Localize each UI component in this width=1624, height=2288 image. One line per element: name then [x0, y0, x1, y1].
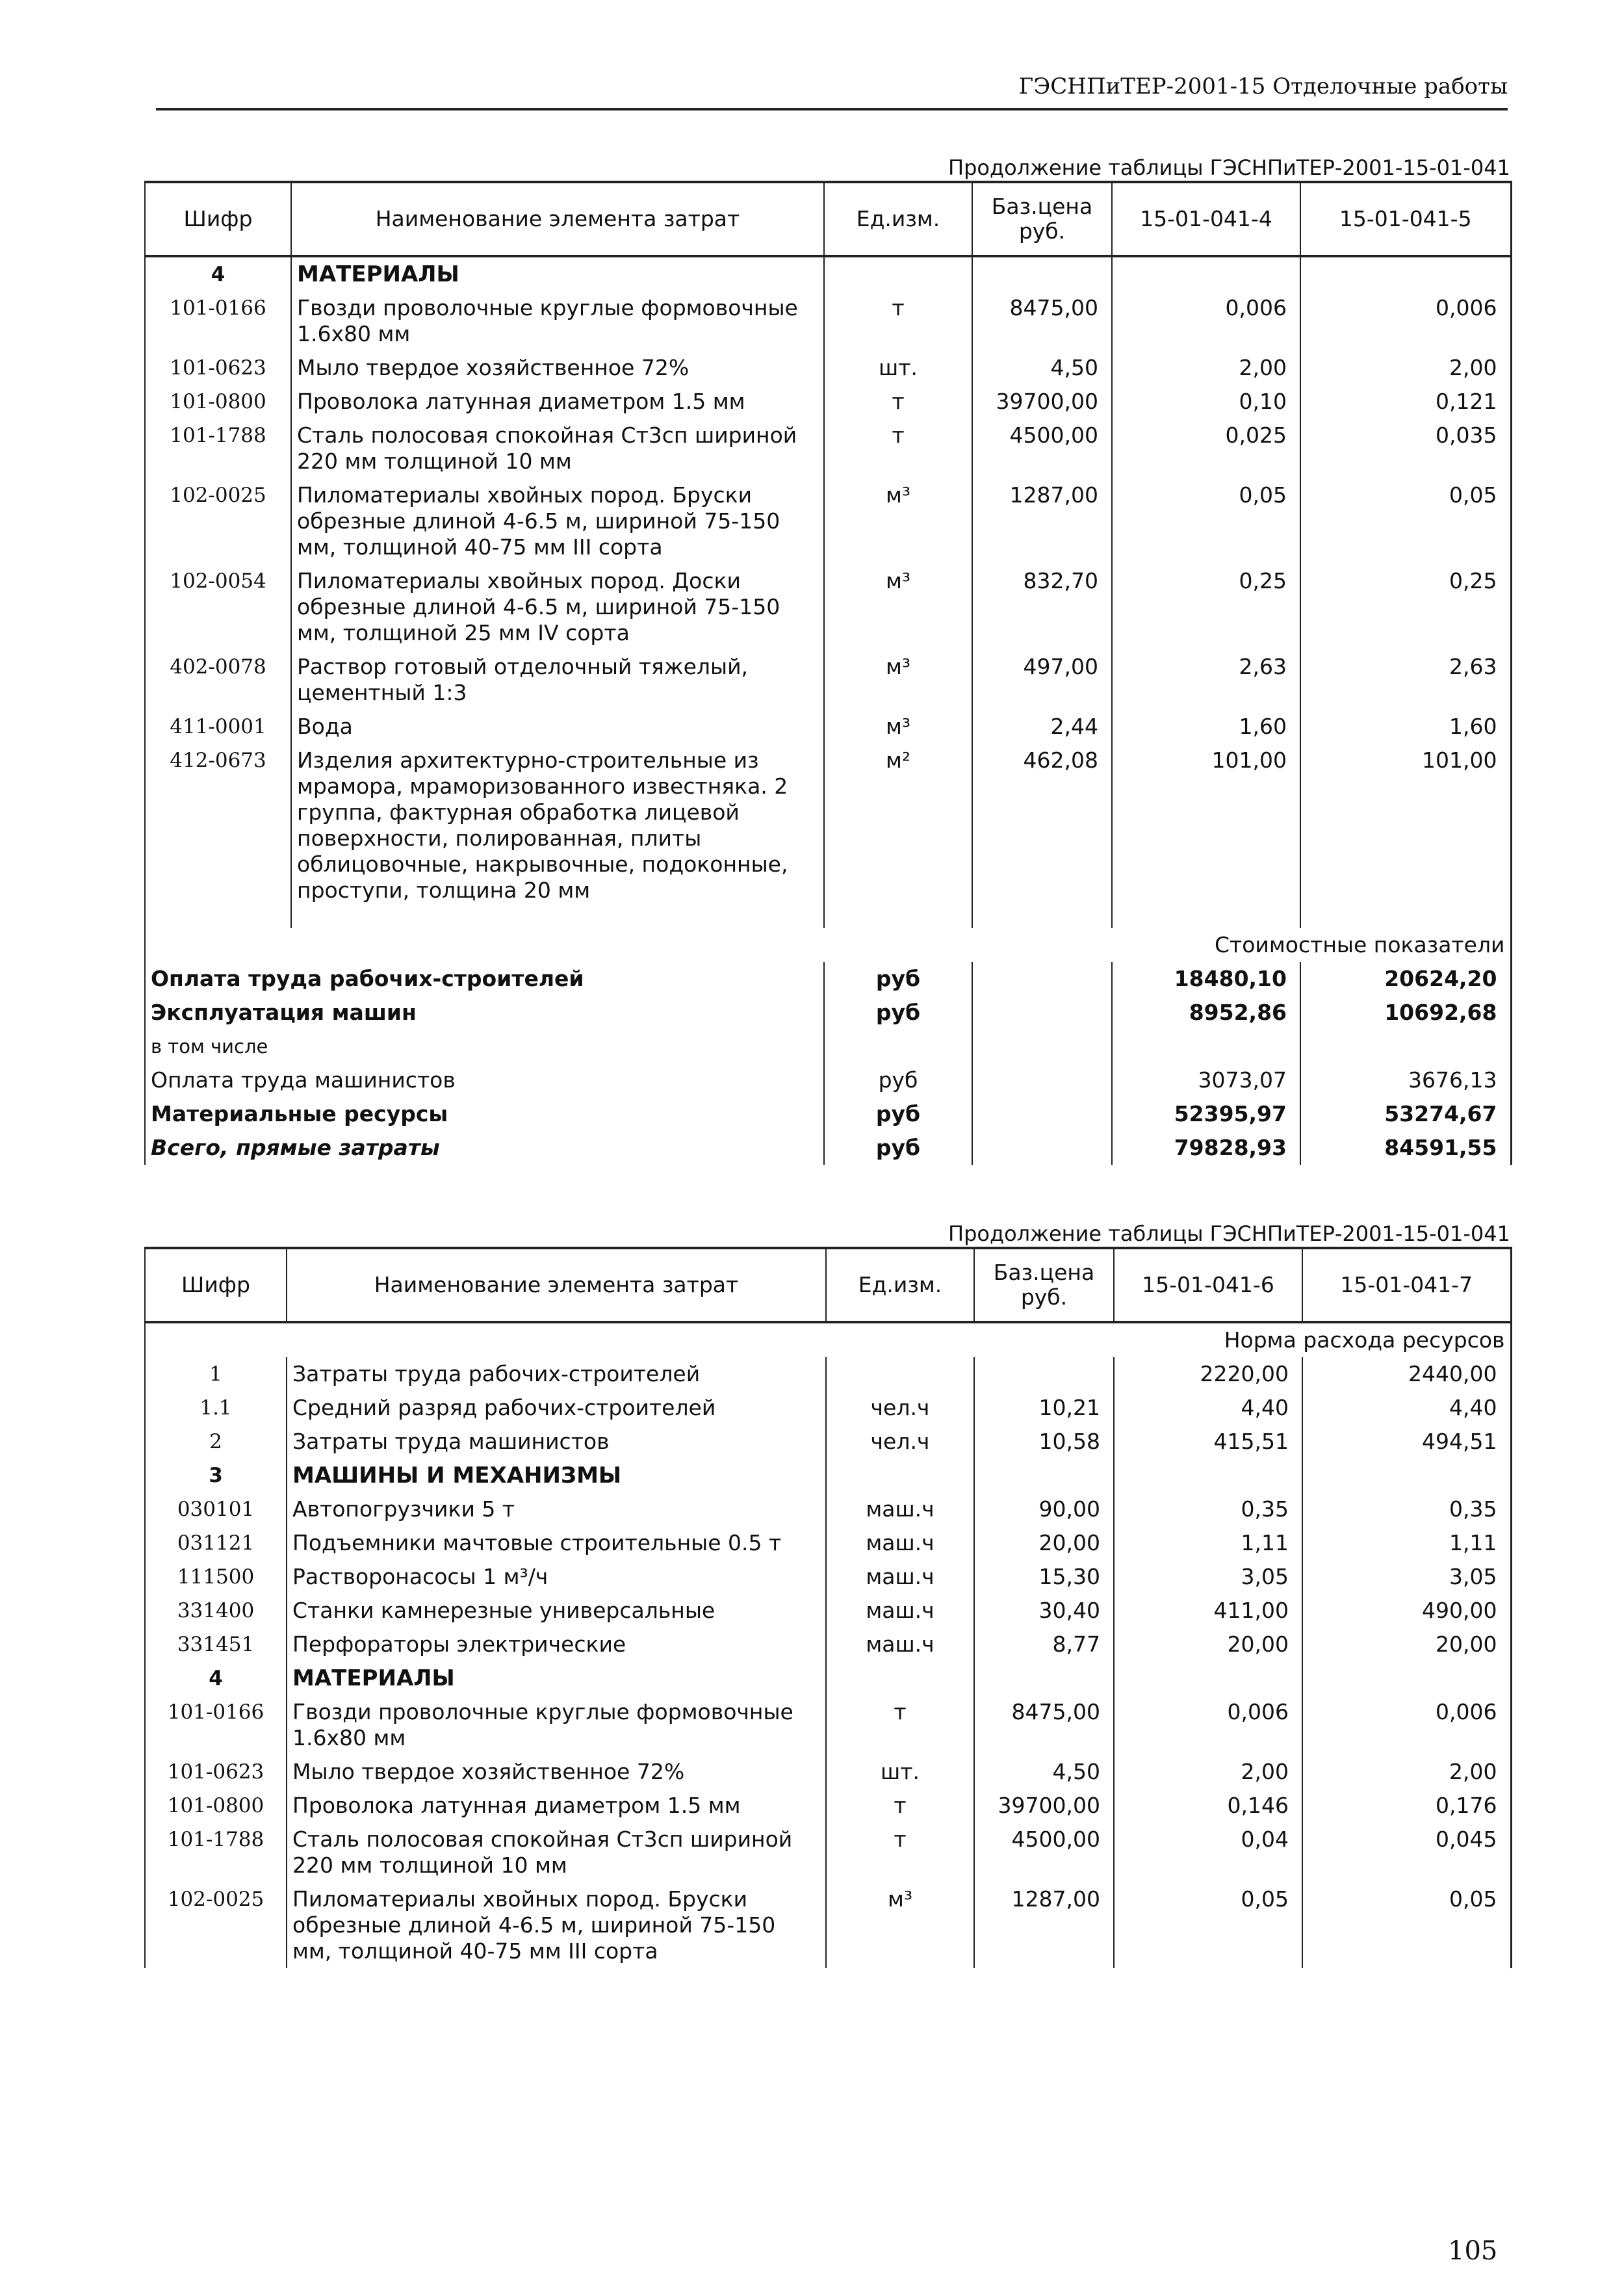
row-name: Станки камнерезные универсальные	[287, 1594, 826, 1628]
summary-value-2: 84591,55	[1300, 1131, 1511, 1165]
table-row	[145, 1357, 1511, 1391]
summary-row	[145, 1063, 1511, 1097]
row-code: 030101	[145, 1492, 287, 1526]
empty-cell	[1114, 1459, 1302, 1492]
summary-value-2: 3676,13	[1300, 1063, 1511, 1097]
row-unit: м³	[824, 478, 972, 564]
table-row	[145, 650, 1511, 710]
summary-unit: руб	[824, 1131, 972, 1165]
summary-value-2: 53274,67	[1300, 1097, 1511, 1131]
table-row	[145, 478, 1511, 564]
summary-value-1	[1112, 1030, 1300, 1063]
col-header-name: Наименование элемента затрат	[291, 182, 824, 256]
row-unit: маш.ч	[826, 1526, 974, 1560]
table-row	[145, 385, 1511, 419]
row-unit: маш.ч	[826, 1628, 974, 1661]
table-row	[145, 710, 1511, 744]
table-row	[145, 1594, 1511, 1628]
row-value-1: 2,00	[1112, 351, 1300, 385]
row-name: Раствор готовый отделочный тяжелый, цементный 1:3	[291, 650, 824, 710]
row-code: 1	[145, 1357, 287, 1391]
row-code: 331400	[145, 1594, 287, 1628]
summary-label: Эксплуатация машин	[145, 996, 824, 1030]
summary-unit: руб	[824, 962, 972, 996]
row-value-2: 0,121	[1300, 385, 1511, 419]
row-value-2: 4,40	[1302, 1391, 1511, 1425]
col-header-v1: 15-01-041-4	[1112, 182, 1300, 256]
row-code: 412-0673	[145, 744, 291, 907]
row-value-1: 0,006	[1114, 1695, 1302, 1755]
cost-header-row	[145, 928, 1511, 962]
col-header-code: Шифр	[145, 1248, 287, 1322]
norm-header-row	[145, 1322, 1511, 1357]
row-name: Средний разряд рабочих-строителей	[287, 1391, 826, 1425]
empty-cell	[1114, 1661, 1302, 1695]
summary-value-1: 3073,07	[1112, 1063, 1300, 1097]
row-price: 8475,00	[974, 1695, 1114, 1755]
col-header-v2: 15-01-041-5	[1300, 182, 1511, 256]
summary-value-2: 20624,20	[1300, 962, 1511, 996]
row-code: 101-0166	[145, 1695, 287, 1755]
table-row	[145, 1755, 1511, 1789]
row-unit: маш.ч	[826, 1594, 974, 1628]
row-code: 101-0623	[145, 351, 291, 385]
empty-cell	[972, 256, 1112, 291]
row-value-2: 3,05	[1302, 1560, 1511, 1594]
row-value-1: 2,00	[1114, 1755, 1302, 1789]
summary-value-1: 8952,86	[1112, 996, 1300, 1030]
summary-value-1: 79828,93	[1112, 1131, 1300, 1165]
section-title: МАШИНЫ И МЕХАНИЗМЫ	[287, 1459, 826, 1492]
table-row	[145, 1492, 1511, 1526]
section-title: МАТЕРИАЛЫ	[291, 256, 824, 291]
row-value-1: 415,51	[1114, 1425, 1302, 1459]
row-unit: чел.ч	[826, 1425, 974, 1459]
col-header-price: Баз.цена руб.	[972, 182, 1112, 256]
row-price: 2,44	[972, 710, 1112, 744]
row-name: Затраты труда машинистов	[287, 1425, 826, 1459]
empty-cell	[972, 996, 1112, 1030]
row-value-1: 101,00	[1112, 744, 1300, 907]
table1-caption: Продолжение таблицы ГЭСНПиТЕР-2001-15-01-041	[948, 155, 1510, 180]
row-code: 101-1788	[145, 419, 291, 478]
row-price: 4500,00	[974, 1823, 1114, 1882]
row-price: 1287,00	[974, 1882, 1114, 1968]
table-row	[145, 1789, 1511, 1823]
empty-cell	[1302, 1459, 1511, 1492]
table2-caption: Продолжение таблицы ГЭСНПиТЕР-2001-15-01-041	[948, 1221, 1510, 1246]
summary-label: Оплата труда машинистов	[145, 1063, 824, 1097]
empty-cell	[826, 1459, 974, 1492]
empty-cell	[972, 1097, 1112, 1131]
row-price: 39700,00	[972, 385, 1112, 419]
row-name: Перфораторы электрические	[287, 1628, 826, 1661]
row-unit: м²	[824, 744, 972, 907]
empty-cell	[1300, 907, 1511, 928]
table-row	[145, 564, 1511, 650]
row-code: 031121	[145, 1526, 287, 1560]
row-value-1: 0,04	[1114, 1823, 1302, 1882]
row-code: 411-0001	[145, 710, 291, 744]
row-value-1: 2,63	[1112, 650, 1300, 710]
row-name: Гвозди проволочные круглые формовочные 1.6х80 мм	[291, 291, 824, 351]
empty-cell	[145, 907, 291, 928]
row-price: 4,50	[974, 1755, 1114, 1789]
table-row	[145, 1823, 1511, 1882]
row-code: 101-0166	[145, 291, 291, 351]
row-price: 15,30	[974, 1560, 1114, 1594]
row-value-1: 0,146	[1114, 1789, 1302, 1823]
row-code: 331451	[145, 1628, 287, 1661]
summary-value-1: 52395,97	[1112, 1097, 1300, 1131]
table-row	[145, 1526, 1511, 1560]
section-row	[145, 1459, 1511, 1492]
row-code: 402-0078	[145, 650, 291, 710]
row-name: Пиломатериалы хвойных пород. Бруски обрезные длиной 4-6.5 м, шириной 75-150 мм, толщиной 40-75 мм III сорта	[291, 478, 824, 564]
table-row	[145, 351, 1511, 385]
row-price: 832,70	[972, 564, 1112, 650]
row-value-2: 0,035	[1300, 419, 1511, 478]
row-value-2: 494,51	[1302, 1425, 1511, 1459]
summary-label: Всего, прямые затраты	[145, 1131, 824, 1165]
summary-label: Материальные ресурсы	[145, 1097, 824, 1131]
table-row	[145, 1882, 1511, 1968]
page-number: 105	[1448, 2236, 1498, 2266]
row-name: Растворонасосы 1 м³/ч	[287, 1560, 826, 1594]
row-price: 4,50	[972, 351, 1112, 385]
table2-header-row	[145, 1248, 1511, 1322]
row-value-2: 490,00	[1302, 1594, 1511, 1628]
table-row	[145, 291, 1511, 351]
row-name: Пиломатериалы хвойных пород. Бруски обрезные длиной 4-6.5 м, шириной 75-150 мм, толщиной 40-75 мм III сорта	[287, 1882, 826, 1968]
summary-value-2: 10692,68	[1300, 996, 1511, 1030]
col-header-unit: Ед.изм.	[824, 182, 972, 256]
row-unit: чел.ч	[826, 1391, 974, 1425]
summary-label: в том числе	[145, 1030, 824, 1063]
table-row	[145, 419, 1511, 478]
row-code: 102-0054	[145, 564, 291, 650]
cost-header-row-label: Стоимостные показатели	[145, 928, 1511, 962]
row-value-2: 0,35	[1302, 1492, 1511, 1526]
table1-header-row	[145, 182, 1511, 256]
summary-unit: руб	[824, 1063, 972, 1097]
row-name: Сталь полосовая спокойная Ст3сп шириной 220 мм толщиной 10 мм	[291, 419, 824, 478]
row-value-1: 4,40	[1114, 1391, 1302, 1425]
row-value-2: 0,25	[1300, 564, 1511, 650]
row-value-2: 0,006	[1300, 291, 1511, 351]
row-name: Изделия архитектурно-строительные из мрамора, мраморизованного известняка. 2 группа, фактурная обработка лицевой поверхности, полированная, плиты облицовочные, накрывочные, подоконные, проступи, толщина 20 мм	[291, 744, 824, 907]
table1	[144, 181, 1512, 1165]
empty-cell	[1300, 256, 1511, 291]
row-name: Гвозди проволочные круглые формовочные 1.6х80 мм	[287, 1695, 826, 1755]
summary-unit: руб	[824, 1097, 972, 1131]
row-code: 101-0800	[145, 385, 291, 419]
row-code: 102-0025	[145, 478, 291, 564]
row-price: 10,58	[974, 1425, 1114, 1459]
row-code: 111500	[145, 1560, 287, 1594]
row-unit: т	[826, 1789, 974, 1823]
spacer-row	[145, 907, 1511, 928]
row-price: 10,21	[974, 1391, 1114, 1425]
row-name: Сталь полосовая спокойная Ст3сп шириной 220 мм толщиной 10 мм	[287, 1823, 826, 1882]
col-header-name: Наименование элемента затрат	[287, 1248, 826, 1322]
table-row	[145, 1695, 1511, 1755]
row-unit	[826, 1357, 974, 1391]
empty-cell	[1112, 907, 1300, 928]
summary-value-1: 18480,10	[1112, 962, 1300, 996]
row-value-1: 3,05	[1114, 1560, 1302, 1594]
row-unit: т	[826, 1695, 974, 1755]
row-value-2: 2,63	[1300, 650, 1511, 710]
section-row	[145, 1661, 1511, 1695]
row-price: 8475,00	[972, 291, 1112, 351]
row-value-2: 2,00	[1300, 351, 1511, 385]
row-price: 39700,00	[974, 1789, 1114, 1823]
empty-cell	[826, 1661, 974, 1695]
row-value-1: 0,10	[1112, 385, 1300, 419]
section-code: 4	[145, 1661, 287, 1695]
row-value-1: 2220,00	[1114, 1357, 1302, 1391]
row-value-1: 1,11	[1114, 1526, 1302, 1560]
row-code: 101-0623	[145, 1755, 287, 1789]
col-header-unit: Ед.изм.	[826, 1248, 974, 1322]
row-unit: шт.	[824, 351, 972, 385]
row-price: 4500,00	[972, 419, 1112, 478]
row-price: 497,00	[972, 650, 1112, 710]
row-unit: маш.ч	[826, 1492, 974, 1526]
row-price	[974, 1357, 1114, 1391]
row-code: 101-0800	[145, 1789, 287, 1823]
summary-value-2	[1300, 1030, 1511, 1063]
empty-cell	[972, 962, 1112, 996]
row-unit: м³	[824, 710, 972, 744]
row-value-1: 0,006	[1112, 291, 1300, 351]
row-value-2: 1,11	[1302, 1526, 1511, 1560]
row-price: 8,77	[974, 1628, 1114, 1661]
row-unit: м³	[824, 564, 972, 650]
row-value-2: 0,045	[1302, 1823, 1511, 1882]
running-header	[156, 65, 1508, 110]
row-price: 1287,00	[972, 478, 1112, 564]
row-name: Проволока латунная диаметром 1.5 мм	[287, 1789, 826, 1823]
section-code: 3	[145, 1459, 287, 1492]
empty-cell	[1302, 1661, 1511, 1695]
row-value-1: 1,60	[1112, 710, 1300, 744]
row-price: 462,08	[972, 744, 1112, 907]
col-header-code: Шифр	[145, 182, 291, 256]
row-value-2: 2,00	[1302, 1755, 1511, 1789]
section-row	[145, 256, 1511, 291]
summary-unit	[824, 1030, 972, 1063]
empty-cell	[972, 1131, 1112, 1165]
summary-row	[145, 1097, 1511, 1131]
summary-row	[145, 1131, 1511, 1165]
row-value-1: 0,05	[1112, 478, 1300, 564]
col-header-v1: 15-01-041-6	[1114, 1248, 1302, 1322]
row-price: 20,00	[974, 1526, 1114, 1560]
row-name: Мыло твердое хозяйственное 72%	[291, 351, 824, 385]
row-value-1: 0,35	[1114, 1492, 1302, 1526]
summary-row	[145, 962, 1511, 996]
section-code: 4	[145, 256, 291, 291]
table-row	[145, 1628, 1511, 1661]
empty-cell	[824, 907, 972, 928]
row-value-2: 1,60	[1300, 710, 1511, 744]
row-value-2: 0,176	[1302, 1789, 1511, 1823]
col-header-price: Баз.цена руб.	[974, 1248, 1114, 1322]
row-value-1: 20,00	[1114, 1628, 1302, 1661]
row-name: Затраты труда рабочих-строителей	[287, 1357, 826, 1391]
table-row	[145, 1391, 1511, 1425]
row-unit: т	[824, 385, 972, 419]
row-value-2: 0,05	[1300, 478, 1511, 564]
row-name: Автопогрузчики 5 т	[287, 1492, 826, 1526]
empty-cell	[974, 1459, 1114, 1492]
section-title: МАТЕРИАЛЫ	[287, 1661, 826, 1695]
row-unit: т	[824, 419, 972, 478]
row-code: 1.1	[145, 1391, 287, 1425]
row-value-2: 2440,00	[1302, 1357, 1511, 1391]
row-name: Пиломатериалы хвойных пород. Доски обрезные длиной 4-6.5 м, шириной 75-150 мм, толщиной 25 мм IV сорта	[291, 564, 824, 650]
summary-row	[145, 1030, 1511, 1063]
row-code: 2	[145, 1425, 287, 1459]
row-value-2: 0,006	[1302, 1695, 1511, 1755]
row-name: Мыло твердое хозяйственное 72%	[287, 1755, 826, 1789]
col-header-v2: 15-01-041-7	[1302, 1248, 1511, 1322]
row-value-2: 20,00	[1302, 1628, 1511, 1661]
row-value-1: 0,025	[1112, 419, 1300, 478]
summary-unit: руб	[824, 996, 972, 1030]
table-row	[145, 744, 1511, 907]
row-value-2: 101,00	[1300, 744, 1511, 907]
norm-header-row-label: Норма расхода ресурсов	[145, 1322, 1511, 1357]
row-unit: м³	[826, 1882, 974, 1968]
table-row	[145, 1425, 1511, 1459]
empty-cell	[824, 256, 972, 291]
row-unit: маш.ч	[826, 1560, 974, 1594]
running-title: ГЭСНПиТЕР-2001-15 Отделочные работы	[1018, 73, 1508, 99]
row-name: Вода	[291, 710, 824, 744]
empty-cell	[972, 1030, 1112, 1063]
empty-cell	[974, 1661, 1114, 1695]
row-unit: шт.	[826, 1755, 974, 1789]
empty-cell	[291, 907, 824, 928]
empty-cell	[972, 907, 1112, 928]
empty-cell	[972, 1063, 1112, 1097]
row-value-1: 0,05	[1114, 1882, 1302, 1968]
row-unit: т	[826, 1823, 974, 1882]
summary-label: Оплата труда рабочих-строителей	[145, 962, 824, 996]
row-price: 30,40	[974, 1594, 1114, 1628]
row-code: 101-1788	[145, 1823, 287, 1882]
row-unit: м³	[824, 650, 972, 710]
row-price: 90,00	[974, 1492, 1114, 1526]
table-row	[145, 1560, 1511, 1594]
table2	[144, 1247, 1512, 1968]
row-value-1: 411,00	[1114, 1594, 1302, 1628]
summary-row	[145, 996, 1511, 1030]
row-name: Подъемники мачтовые строительные 0.5 т	[287, 1526, 826, 1560]
row-name: Проволока латунная диаметром 1.5 мм	[291, 385, 824, 419]
row-value-1: 0,25	[1112, 564, 1300, 650]
row-code: 102-0025	[145, 1882, 287, 1968]
row-value-2: 0,05	[1302, 1882, 1511, 1968]
empty-cell	[1112, 256, 1300, 291]
row-unit: т	[824, 291, 972, 351]
